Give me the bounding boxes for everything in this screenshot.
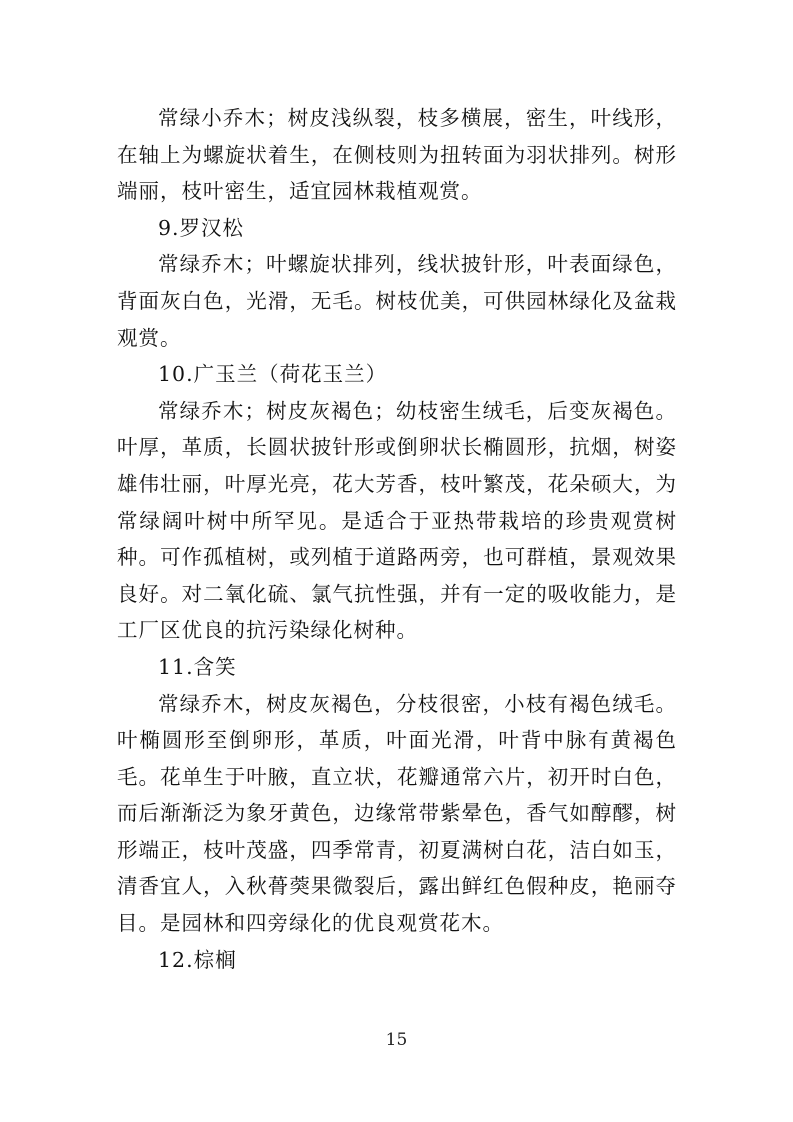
section-heading: 10.广玉兰（荷花玉兰） <box>158 362 388 387</box>
section-heading: 11.含笑 <box>158 654 237 679</box>
paragraph-body: 常绿乔木；树皮灰褐色；幼枝密生绒毛，后变灰褐色。叶厚，革质，长圆状披针形或倒卵状长椭圆形，抗烟，树姿雄伟壮丽，叶厚光亮，花大芳香，枝叶繁茂，花朵硕大，为常绿阔叶树中所罕见。是适合于亚热带栽培的珍贵观赏树种。可作孤植树，或列植于道路两旁，也可群植，景观效果良好。对二氧化硫、氯气抗性强，并有一定的吸收能力，是工厂区优良的抗污染绿化树种。 <box>117 398 677 643</box>
page-number: 15 <box>385 1030 408 1050</box>
page-content <box>117 100 677 978</box>
section-heading: 12.棕榈 <box>158 947 237 972</box>
paragraph-body: 常绿小乔木；树皮浅纵裂，枝多横展，密生，叶线形，在轴上为螺旋状着生，在侧枝则为扭转面为羽状排列。树形端丽，枝叶密生，适宜园林栽植观赏。 <box>117 106 677 204</box>
paragraph-body: 常绿乔木；叶螺旋状排列，线状披针形，叶表面绿色，背面灰白色，光滑，无毛。树枝优美，可供园林绿化及盆栽观赏。 <box>117 252 677 350</box>
paragraph-body: 常绿乔木，树皮灰褐色，分枝很密，小枝有褐色绒毛。叶椭圆形至倒卵形，革质，叶面光滑，叶背中脉有黄褐色毛。花单生于叶腋，直立状，花瓣通常六片，初开时白色，而后渐渐泛为象牙黄色，边缘常带紫晕色，香气如醇醪，树形端正，枝叶茂盛，四季常青，初夏满树白花，洁白如玉，清香宜人，入秋蓇葖果微裂后，露出鲜红色假种皮，艳丽夺目。是园林和四旁绿化的优良观赏花木。 <box>117 691 677 936</box>
section-heading: 9.罗汉松 <box>158 215 245 240</box>
